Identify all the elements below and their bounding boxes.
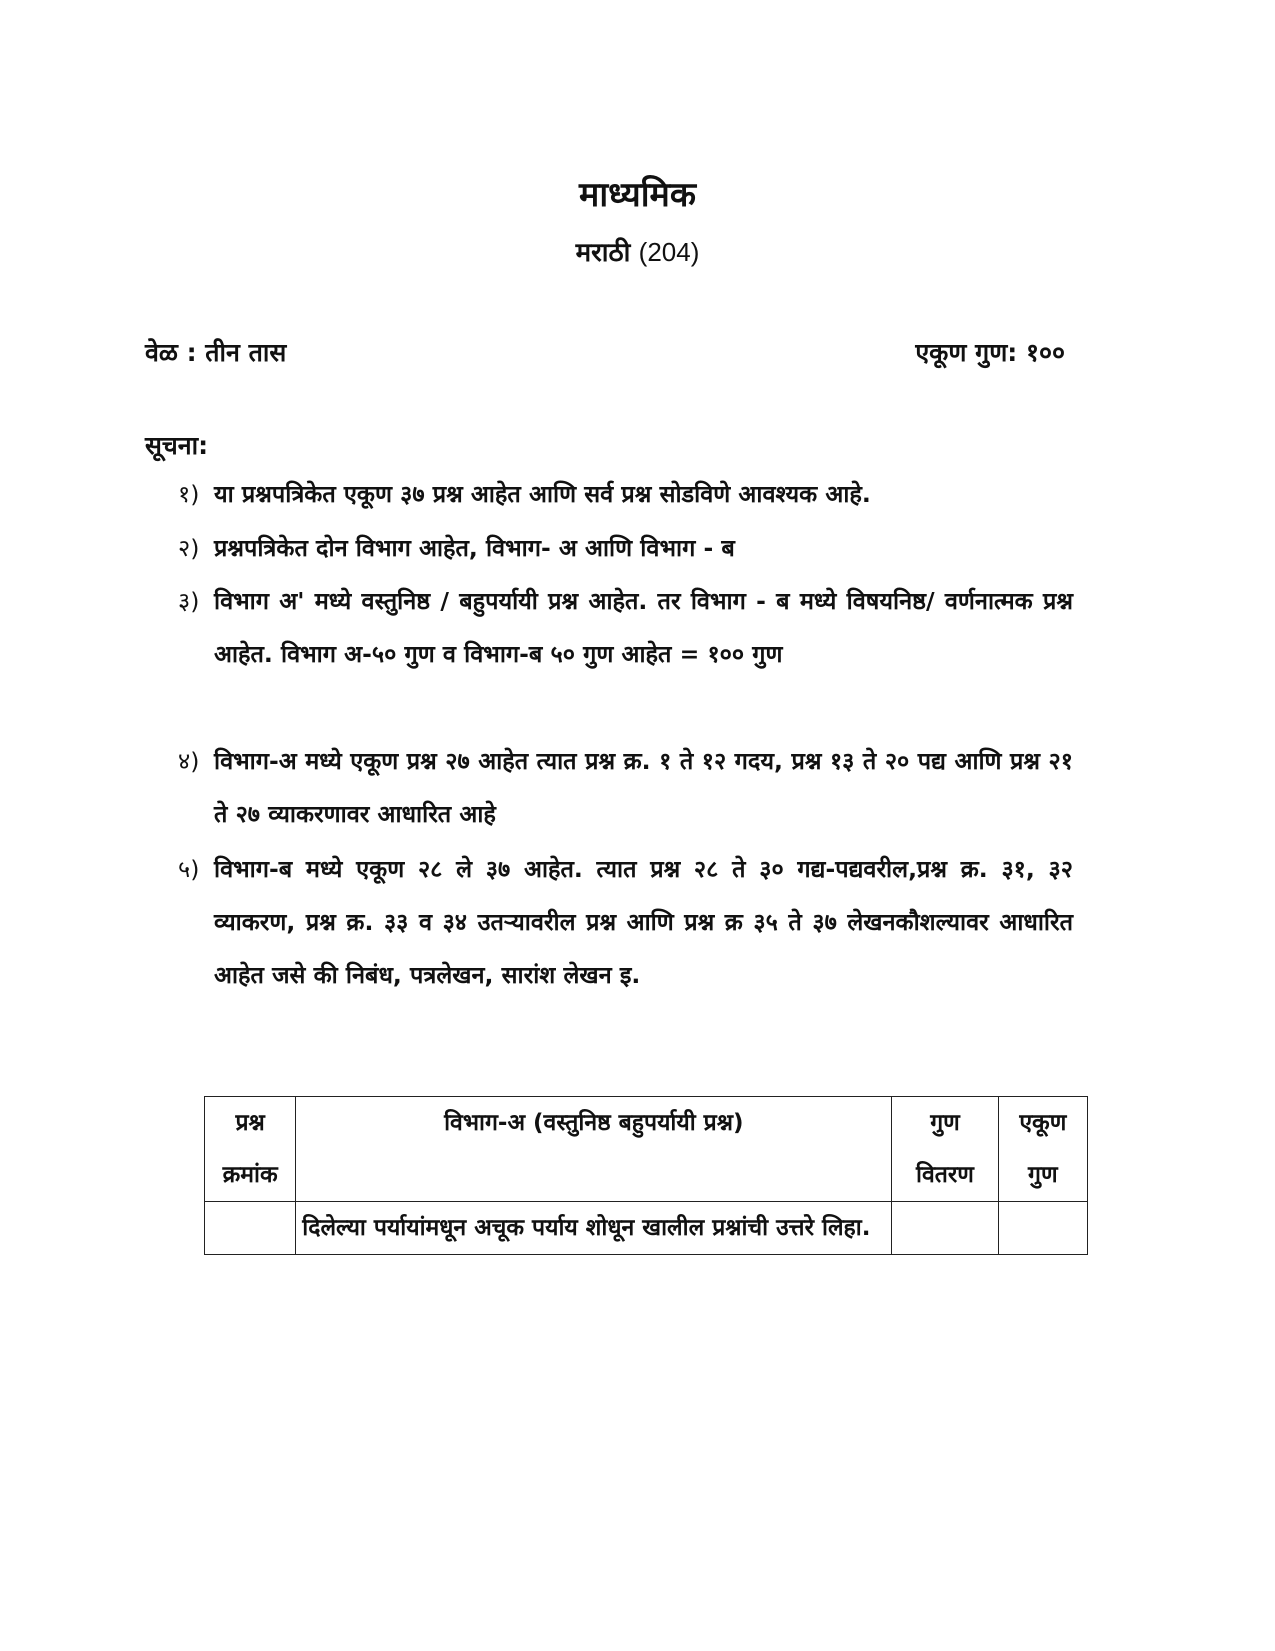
instruction-text: विभाग अ' मध्ये वस्तुनिष्ठ / बहुपर्यायी प्रश्न आहेत. तर विभाग - ब मध्ये विषयनिष्ठ/ वर्णनात्मक प्रश्न आहेत. विभाग अ-५० गुण व विभाग-ब ५० गुण आहेत = १०० गुण: [214, 587, 1073, 668]
header-text: एकूण: [1019, 1110, 1067, 1136]
cell-question-text: दिलेल्या पर्यायांमधून अचूक पर्याय शोधून खालील प्रश्नांची उत्तरे लिहा.: [296, 1202, 892, 1255]
header-text: क्रमांक: [222, 1162, 278, 1188]
instruction-number: १): [178, 480, 200, 508]
table-row: [205, 1202, 1088, 1255]
instruction-item: [178, 575, 1073, 681]
header-text: गुण: [1028, 1162, 1058, 1188]
page-title: माध्यमिक: [579, 175, 696, 215]
subject-line: [0, 233, 1275, 269]
time-allowed: वेळ : तीन तास: [145, 338, 287, 367]
instruction-text: विभाग-अ मध्ये एकूण प्रश्न २७ आहेत त्यात प्रश्न क्र. १ ते १२ गदय, प्रश्न १३ ते २० पद्य आणि प्रश्न २१ ते २७ व्याकरणावर आधारित आहे: [214, 747, 1073, 828]
subject-name: मराठी: [575, 238, 631, 268]
instruction-number: ५): [178, 855, 200, 883]
instruction-text: या प्रश्नपत्रिकेत एकूण ३७ प्रश्न आहेत आणि सर्व प्रश्न सोडविणे आवश्यक आहे.: [214, 480, 871, 508]
instruction-text: प्रश्नपत्रिकेत दोन विभाग आहेत, विभाग- अ आणि विभाग - ब: [214, 534, 735, 562]
instruction-text: विभाग-ब मध्ये एकूण २८ ले ३७ आहेत. त्यात प्रश्न २८ ते ३० गद्य-पद्यवरील,प्रश्न क्र. ३१, ३२ व्याकरण, प्रश्न क्र. ३३ व ३४ उतऱ्यावरील प्रश्न आणि प्रश्न क्र ३५ ते ३७ लेखनकौशल्यावर आधारित आहेत जसे की निबंध, पत्रलेखन, सारांश लेखन इ.: [214, 855, 1073, 989]
cell-question-number: [205, 1202, 296, 1255]
instruction-item: [178, 522, 1073, 575]
header-text: प्रश्न: [235, 1110, 265, 1136]
header-text: गुण: [930, 1110, 960, 1136]
cell-marks: [892, 1202, 998, 1255]
instructions-label: सूचना:: [145, 431, 209, 460]
instruction-number: ३): [178, 587, 200, 615]
header-text: विभाग-अ (वस्तुनिष्ठ बहुपर्यायी प्रश्न): [444, 1110, 744, 1136]
subject-code: (204): [638, 237, 700, 267]
header-marks-distribution: [892, 1097, 998, 1202]
instruction-item: [178, 843, 1073, 1002]
total-marks: एकूण गुण: १००: [915, 338, 1065, 367]
header-question-number: [205, 1097, 296, 1202]
instruction-item: [178, 735, 1073, 841]
question-table: [204, 1096, 1088, 1255]
header-total-marks: [998, 1097, 1087, 1202]
table-header-row: [205, 1097, 1088, 1202]
cell-total: [998, 1202, 1087, 1255]
header-text: वितरण: [916, 1162, 974, 1188]
instruction-number: ४): [178, 747, 200, 775]
instruction-item: [178, 468, 1073, 521]
instruction-number: २): [178, 534, 200, 562]
header-section: [296, 1097, 892, 1202]
